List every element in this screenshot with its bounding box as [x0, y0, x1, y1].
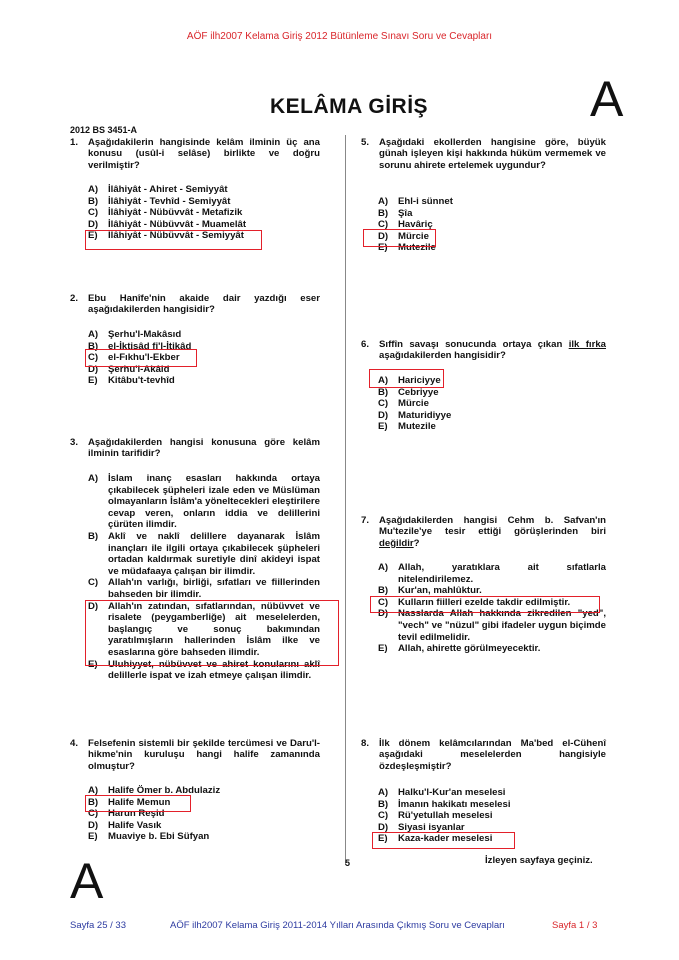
option-letter: E) — [88, 831, 98, 843]
option-c[interactable] — [378, 398, 606, 410]
question-text: Felsefenin sistemli bir şekilde tercümesi ve Daru'l-hikme'nin kuruluşu hangi halife zamanında olmuştur? — [88, 738, 320, 772]
option-text: İlâhiyât - Nübüvvât - Semiyyât — [108, 230, 244, 242]
option-text: Havâriç — [398, 219, 433, 231]
answer-highlight — [85, 349, 197, 367]
option-a[interactable] — [88, 329, 320, 341]
option-b[interactable] — [88, 531, 320, 577]
page-title: KELÂMA GİRİŞ — [270, 95, 429, 118]
option-text: İmanın hakikatı meselesi — [398, 798, 511, 810]
option-letter: D) — [88, 363, 99, 375]
option-text: Ehl-i sünnet — [398, 196, 453, 207]
question-text: Aşağıdaki ekollerden hangisine göre, büyük günah işleyen kişi hakkında hüküm vermemek ve sorunu ahirete ertelemek uygundur? — [379, 137, 606, 171]
option-letter: A) — [378, 196, 389, 207]
option-b[interactable] — [378, 387, 606, 399]
option-text: Muaviye b. Ebi Süfyan — [108, 831, 210, 843]
booklet-letter-top: A — [590, 71, 624, 127]
option-text: Allah, ahirette görülmeyecektir. — [398, 643, 541, 655]
option-letter: D) — [88, 218, 99, 230]
column-divider — [345, 135, 346, 865]
option-letter: B) — [378, 585, 389, 597]
option-text: Şîa — [398, 207, 413, 219]
question-text: Aşağıdakilerden hangisi Cehm b. Safvan'ın Mu'tezile'ye tesir ettiği görüşlerinden biri değildir? — [379, 515, 606, 549]
option-text: Nasslarda Allah hakkında zikredilen "yed", "vech" ve "nüzul" gibi ifadeler uygun biçimde tevil edilmelidir. — [398, 608, 606, 643]
option-letter: D) — [378, 409, 389, 421]
option-letter: D) — [378, 230, 389, 242]
question-number: 8. — [361, 738, 370, 749]
question-3 — [70, 437, 320, 460]
option-text: el-İktisâd fi'l-İtikâd — [108, 340, 192, 352]
option-letter: E) — [88, 375, 98, 387]
option-text: Kulların fiilleri ezelde takdir edilmiştir. — [398, 596, 571, 608]
option-e[interactable] — [88, 375, 320, 387]
option-text: Kaza-kader meselesi — [398, 833, 493, 845]
option-letter: C) — [88, 808, 99, 820]
option-text: İlâhiyât - Nübüvvât - Metafizik — [108, 207, 243, 219]
option-d[interactable] — [88, 219, 320, 231]
question-8 — [361, 738, 606, 772]
question-number: 7. — [361, 515, 370, 526]
header-link[interactable]: AÖF ilh2007 Kelama Giriş 2012 Bütünleme Sınavı Soru ve Cevapları — [186, 31, 493, 42]
option-text: Şerhu'l-Makâsıd — [108, 329, 182, 340]
option-a[interactable] — [378, 196, 606, 208]
question-number: 1. — [70, 137, 79, 148]
option-d[interactable] — [88, 820, 320, 832]
option-text: Kitâbu't-tevhîd — [108, 375, 175, 387]
question-number: 5. — [361, 137, 370, 148]
option-text: Mürcie — [398, 230, 429, 242]
question-number: 6. — [361, 339, 370, 350]
option-a[interactable] — [88, 473, 320, 531]
option-letter: C) — [378, 219, 389, 231]
option-text: Mutezile — [398, 242, 436, 254]
option-c[interactable] — [378, 810, 606, 822]
answer-highlight — [85, 600, 339, 666]
booklet-letter-bottom: A — [70, 853, 104, 909]
option-c[interactable] — [88, 207, 320, 219]
next-page-note: İzleyen sayfaya geçiniz. — [485, 855, 593, 866]
option-letter: B) — [378, 798, 389, 810]
option-letter: A) — [378, 562, 389, 573]
option-letter: A) — [88, 329, 99, 340]
option-e[interactable] — [378, 643, 606, 655]
option-text: Harun Reşid — [108, 808, 165, 820]
option-d[interactable] — [378, 410, 606, 422]
option-text: el-Fıkhu'l-Ekber — [108, 352, 180, 364]
option-text: Halife Ömer b. Abdulaziz — [108, 785, 221, 796]
option-text: Halku'l-Kur'an meselesi — [398, 787, 506, 798]
option-letter: C) — [88, 207, 99, 219]
option-letter: A) — [378, 375, 389, 386]
option-letter: E) — [88, 230, 98, 242]
option-text: Allah'ın varlığı, birliği, sıfatları ve fiillerinden bahseden bir ilimdir. — [108, 577, 320, 600]
option-text: Allah'ın zatından, sıfatlarından, nübüvvet ve risalete (peygamberliğe) ait meselelerden, başlangıç ve sonuç bakımından yaratılmışların hallerinden İslâm ilke ve esaslarına göre bahseden ilimdir. — [108, 600, 320, 658]
footer-page-index: Sayfa 1 / 3 — [552, 920, 598, 931]
option-letter: C) — [378, 810, 389, 822]
option-letter: B) — [88, 340, 99, 352]
option-letter: B) — [88, 530, 99, 542]
answer-highlight — [369, 369, 444, 388]
option-b[interactable] — [378, 208, 606, 220]
footer-title-link[interactable]: AÖF ilh2007 Kelama Giriş 2011-2014 Yılları Arasında Çıkmış Soru ve Cevapları — [170, 920, 505, 931]
option-a[interactable] — [378, 787, 606, 799]
option-text: Allah, yaratıklara ait sıfatlarla nitelendirilemez. — [398, 562, 606, 585]
option-b[interactable] — [88, 196, 320, 208]
option-letter: B) — [88, 195, 99, 207]
option-letter: C) — [88, 577, 99, 589]
option-letter: D) — [88, 600, 99, 612]
question-text: Aşağıdakilerden hangisi konusuna göre kelâm ilminin tarifidir? — [88, 437, 320, 460]
option-text: İlâhiyât - Tevhîd - Semiyyât — [108, 195, 231, 207]
question-4 — [70, 738, 320, 772]
option-text: Mutezile — [398, 421, 436, 433]
option-d[interactable] — [378, 608, 606, 643]
option-e[interactable] — [378, 421, 606, 433]
option-text: Mürcie — [398, 398, 429, 410]
option-letter: E) — [88, 658, 98, 670]
question-text: Sıffîn savaşı sonucunda ortaya çıkan ilk fırka aşağıdakilerden hangisidir? — [379, 339, 606, 362]
question-6 — [361, 339, 606, 362]
option-text: Kur'an, mahlûktur. — [398, 585, 482, 597]
option-text: Rü'yetullah meselesi — [398, 810, 493, 822]
question-text: Ebu Hanîfe'nin akaide dair yazdığı eser aşağıdakilerden hangisidir? — [88, 293, 320, 316]
option-letter: C) — [88, 352, 99, 364]
footer-page-count: Sayfa 25 / 33 — [70, 920, 126, 931]
option-text: Uluhiyyet, nübüvvet ve ahiret konularını aklî delillerle ispat ve izah etmeye çalışan ilimdir. — [108, 658, 320, 682]
answer-highlight — [85, 230, 262, 250]
option-letter: E) — [378, 421, 388, 433]
option-text: Şerhu'l-Akâid — [108, 363, 170, 375]
question-7 — [361, 515, 606, 549]
option-e[interactable] — [88, 831, 320, 843]
option-letter: C) — [378, 398, 389, 410]
option-letter: C) — [378, 596, 389, 608]
question-1 — [70, 137, 320, 171]
question-number: 2. — [70, 293, 79, 304]
option-letter: E) — [378, 833, 388, 845]
option-text: Cebriyye — [398, 386, 439, 398]
question-number: 4. — [70, 738, 79, 749]
option-text: Hariciyye — [398, 375, 441, 386]
answer-highlight — [370, 596, 600, 613]
option-text: Siyasi isyanlar — [398, 821, 465, 833]
question-5 — [361, 137, 606, 171]
option-letter: B) — [378, 386, 389, 398]
answer-highlight — [363, 229, 436, 247]
question-2 — [70, 293, 320, 316]
option-letter: D) — [378, 821, 389, 833]
option-a[interactable] — [378, 562, 606, 585]
question-text: İlk dönem kelâmcılarından Ma'bed el-Cühenî aşağıdaki meselelerden hangisiyle özdeşleşmiştir? — [379, 738, 606, 772]
option-letter: B) — [88, 796, 99, 808]
option-text: Maturidiyye — [398, 409, 452, 421]
option-text: İslam inanç esasları hakkında ortaya çıkabilecek şüpheleri izale eden ve Müslüman olmayanların İslâm'a yöneltecekleri eleştirilere cevap veren, onların iddia ve delillerini çürüten ilimdir. — [108, 473, 320, 531]
question-4-options — [88, 785, 320, 843]
option-text: İlâhiyât - Nübüvvât - Muamelât — [108, 218, 247, 230]
option-letter: D) — [378, 608, 389, 620]
option-a[interactable] — [88, 184, 320, 196]
question-number: 3. — [70, 437, 79, 448]
option-letter: A) — [378, 787, 389, 798]
answer-highlight — [372, 832, 515, 849]
option-letter: E) — [378, 242, 388, 254]
option-text: Halife Memun — [108, 796, 171, 808]
page-number: 5 — [345, 858, 351, 868]
option-letter: A) — [88, 785, 99, 796]
option-text: Aklî ve naklî delillere dayanarak İslâm inançları ile ilgili ortaya çıkabilecek şüpheleri ortadan kaldırmak suretiyle dinî akîdeyi ispat ve müdafaaya çalışan bir ilimdir. — [108, 530, 320, 577]
exam-code: 2012 BS 3451-A — [70, 125, 138, 135]
question-text: Aşağıdakilerin hangisinde kelâm ilminin üç ana konusu (usûl-i selâse) birlikte ve doğru verilmiştir? — [88, 137, 320, 171]
answer-highlight — [85, 795, 191, 812]
option-letter: A) — [88, 473, 99, 484]
option-letter: E) — [378, 643, 388, 655]
option-c[interactable] — [88, 577, 320, 600]
option-text: İlâhiyât - Ahiret - Semiyyât — [108, 184, 228, 195]
option-text: Halife Vasık — [108, 819, 162, 831]
option-b[interactable] — [378, 799, 606, 811]
option-letter: A) — [88, 184, 99, 195]
option-letter: D) — [88, 819, 99, 831]
option-letter: B) — [378, 207, 389, 219]
